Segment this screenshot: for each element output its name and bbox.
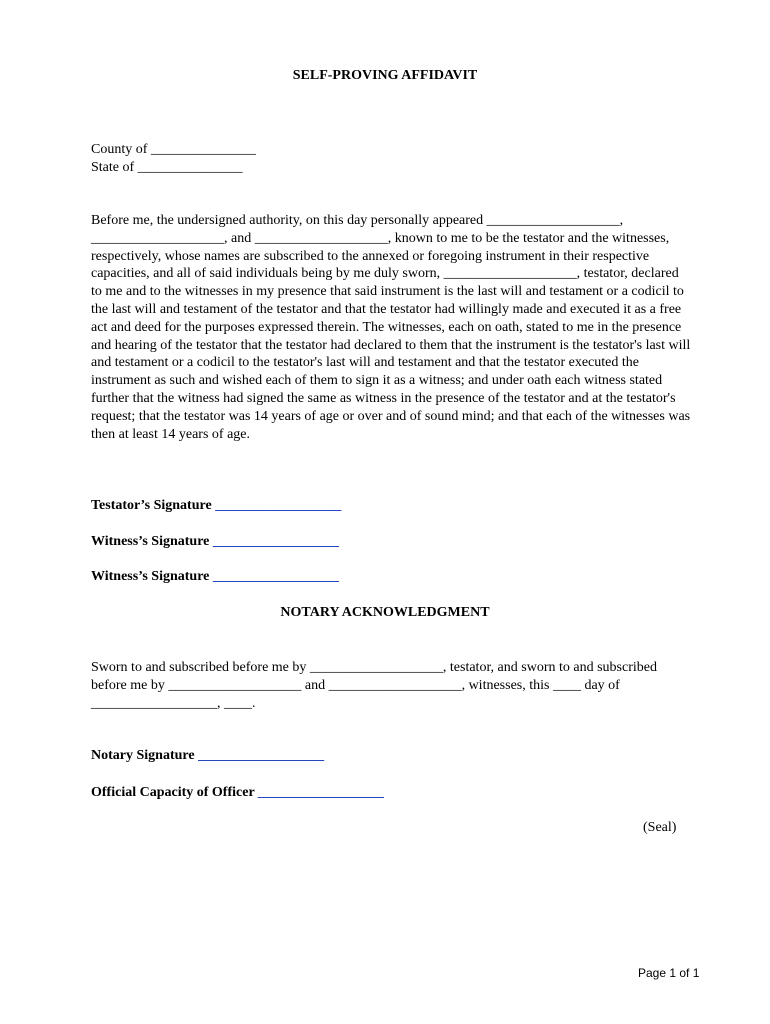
affidavit-body: Before me, the undersigned authority, on this day personally appeared ___________________, ___________________, and ___________________, known to me to be the testator and the witnesses, respectively, whose names are subscribed to the annexed or foregoing instrument in their respective capacities, and all of said individuals being by me duly sworn, ___________________, testator, declared to me and to the witnesses in my presence that said instrument is the last will and testament or a codicil to the last will and testament of the testator and that the testator had willingly made and executed it as a free act and deed for the purposes expressed therein. The witnesses, each on oath, stated to me in the presence and hearing of the testator that the testator had declared to them that the instrument is the testator's last will and testament or a codicil to the testator's last will and testament and that the testator executed the instrument as such and wished each of them to sign it as a witness; and under oath each witness stated further that the witness had signed the same as witness in the presence of the testator and at the testator's request; that the testator was 14 years of age or over and of sound mind; and that each of the witnesses was then at least 14 years of age. (91, 213, 691, 442)
notary-signature-label: Notary Signature (91, 748, 199, 763)
officer-capacity-line (91, 785, 384, 801)
testator-signature-line (91, 498, 341, 514)
state-line: State of _______________ (91, 160, 243, 175)
notary-signature-blank: __________________ (198, 748, 325, 763)
testator-signature-label: Testator’s Signature (91, 498, 216, 513)
document-title: SELF-PROVING AFFIDAVIT (292, 68, 478, 83)
officer-capacity-label: Official Capacity of Officer (91, 785, 258, 800)
notary-signature-line (91, 748, 324, 764)
witness-signature-line-2 (91, 569, 339, 585)
jurisdiction-block (91, 141, 256, 177)
page-number: Page 1 of 1 (638, 966, 700, 980)
testator-signature-blank: __________________ (215, 498, 342, 513)
witness-signature-label: Witness’s Signature (91, 569, 213, 584)
witness-signature-blank: __________________ (212, 534, 339, 549)
witness-signature-label: Witness’s Signature (91, 534, 213, 549)
notary-body: Sworn to and subscribed before me by ___________________, testator, and sworn to and subscribed before me by ___________________ and ___________________, witnesses, this ____ day of __________________, ____. (91, 660, 657, 711)
county-line: County of _______________ (91, 142, 256, 157)
seal-label: (Seal) (643, 820, 677, 835)
witness-signature-line-1 (91, 534, 339, 550)
officer-capacity-blank: __________________ (257, 785, 384, 800)
witness-signature-blank: __________________ (212, 569, 339, 584)
notary-title: NOTARY ACKNOWLEDGMENT (280, 605, 490, 620)
